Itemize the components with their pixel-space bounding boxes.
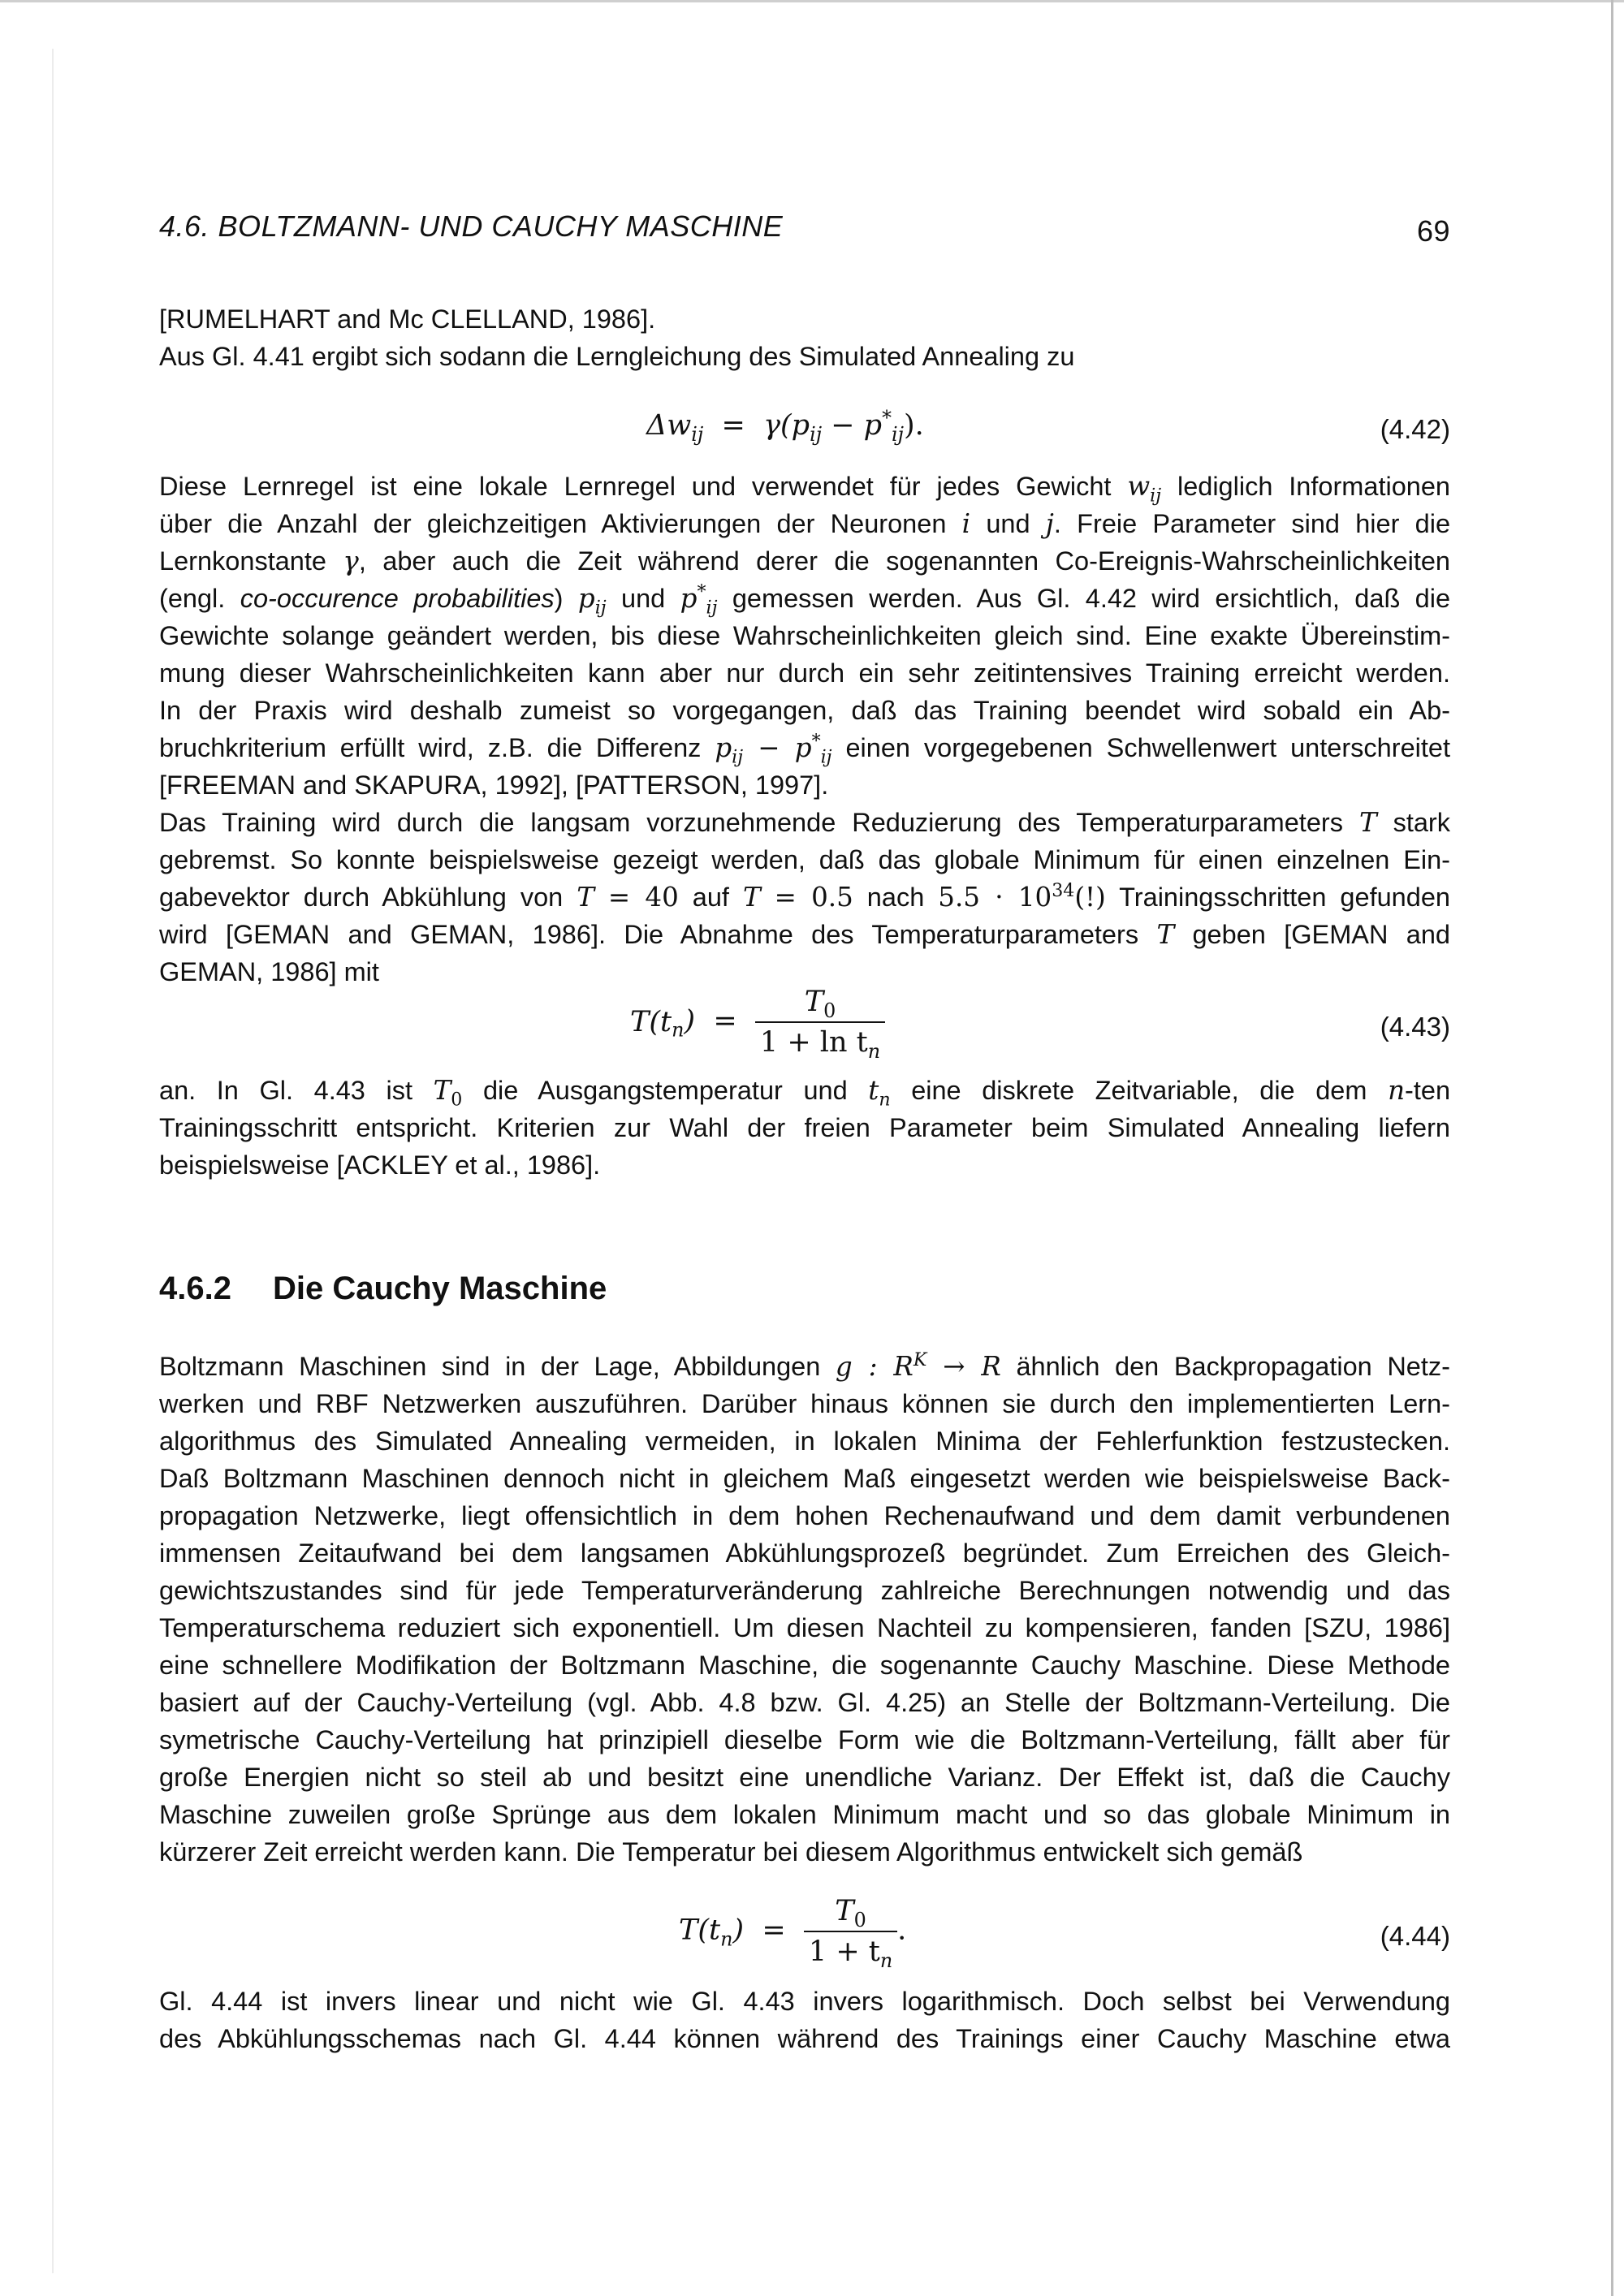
equation-4-44 xyxy=(159,1892,1450,1981)
eq-term: − p xyxy=(822,409,883,442)
text-line: [FREEMAN and SKAPURA, 1992], [PATTERSON, 1997]. xyxy=(159,770,829,800)
text-line: Gl. 4.44 ist invers linear und nicht wie Gl. 4.43 invers logarithmisch. Doch selbst bei Verwendung xyxy=(159,1987,1450,2016)
eq-superscript: * xyxy=(882,406,892,429)
page-number: 69 xyxy=(1416,214,1450,248)
text-line: Boltzmann Maschinen sind in der Lage, Abbildungen g : $R^K \to R$ ähnlich den Backpropagation Netz- xyxy=(159,1349,1450,1382)
text-line: Daß Boltzmann Maschinen dennoch nicht in gleichem Maß eingesetzt werden wie beispielsweise Back- xyxy=(159,1464,1450,1493)
eq-subscript: ij xyxy=(691,423,704,446)
eq-term: T(t xyxy=(630,1006,672,1038)
eq-subscript: n xyxy=(720,1927,733,1951)
text-line: an. In Gl. 4.43 ist $T_0$ die Ausgangstemperatur und $t_n$ eine diskrete Zeitvariable, die dem n-ten xyxy=(159,1075,1451,1111)
eq-subscript: ij xyxy=(810,423,823,446)
equation-4-42 xyxy=(159,403,1450,468)
section-title: Die Cauchy Maschine xyxy=(273,1271,607,1306)
text-line: Diese Lernregel ist eine lokale Lernregel und verwendet für jedes Gewicht $w_{ij}$ lediglich Informationen xyxy=(159,471,1450,507)
eq-equals: = xyxy=(713,1004,737,1038)
paragraph-2 xyxy=(159,468,1450,804)
text-line: Maschine zuweilen große Sprünge aus dem lokalen Minimum macht und so das globale Minimum in xyxy=(159,1800,1450,1829)
equation-number: (4.42) xyxy=(1380,414,1450,444)
text-line: werken und RBF Netzwerken auszuführen. Darüber hinaus können sie durch den implementierten Lern- xyxy=(159,1389,1450,1418)
text-line: wird [GEMAN and GEMAN, 1986]. Die Abnahme des Temperaturparameters T geben [GEMAN and xyxy=(159,919,1450,950)
eq-term: ) xyxy=(732,1914,745,1947)
text-line: große Energien nicht so steil ab und besitzt eine unendliche Varianz. Der Effekt ist, daß die Cauchy xyxy=(159,1763,1450,1792)
text-line: GEMAN, 1986] mit xyxy=(159,957,379,986)
text-line: eine schnellere Modifikation der Boltzmann Maschine, die sogenannte Cauchy Maschine. Diese Methode xyxy=(159,1651,1450,1680)
equation-number: (4.43) xyxy=(1380,1012,1450,1042)
text-line: bruchkriterium erfüllt wird, z.B. die Differenz $p_{ij} - p^*_{ij}$ einen vorgegebenen Schwellenwert unterschreitet xyxy=(159,731,1450,768)
scan-edge-left xyxy=(52,49,54,2273)
eq-equals: = xyxy=(762,1914,786,1947)
eq-subscript: ij xyxy=(891,423,904,446)
eq-term: . xyxy=(897,1914,907,1947)
text-line: Trainingsschritt entspricht. Kriterien zur Wahl der freien Parameter beim Simulated Annealing liefern xyxy=(159,1113,1450,1142)
eq-term: T(t xyxy=(679,1914,721,1947)
text-line: propagation Netzwerke, liegt offensichtlich in dem hohen Rechenaufwand und dem damit verbundenen xyxy=(159,1501,1450,1530)
eq-term: γ(p xyxy=(763,409,810,442)
text-line: kürzerer Zeit erreicht werden kann. Die Temperatur bei diesem Algorithmus entwickelt sich gemäß xyxy=(159,1837,1303,1867)
paragraph-4 xyxy=(159,1072,1450,1184)
text-line: gabevektor durch Abkühlung von T = 40 auf T = 0.5 nach $5.5 \cdot 10^{34}(!)$ Trainingsschritten gefunden xyxy=(159,880,1450,913)
running-title: 4.6. BOLTZMANN- UND CAUCHY MASCHINE xyxy=(159,209,784,243)
text-line: Das Training wird durch die langsam vorzunehmende Reduzierung des Temperaturparameters T stark xyxy=(159,807,1451,838)
eq-equals: = xyxy=(721,409,745,442)
text-line: über die Anzahl der gleichzeitigen Aktivierungen der Neuronen i und j. Freie Parameter sind hier die xyxy=(159,508,1451,539)
paragraph-1 xyxy=(159,300,1450,375)
text-line: des Abkühlungsschemas nach Gl. 4.44 können während des Trainings einer Cauchy Maschine etwa xyxy=(159,2024,1450,2053)
text-line: Lernkonstante γ, aber auch die Zeit während derer die sogenannten Co-Ereignis-Wahrscheinlichkeiten xyxy=(159,546,1451,576)
text-line: basiert auf der Cauchy-Verteilung (vgl. Abb. 4.8 bzw. Gl. 4.25) an Stelle der Boltzmann-Verteilung. Die xyxy=(159,1688,1450,1717)
scan-edge-right xyxy=(1611,0,1613,2296)
fraction: $\frac{T_0}{1 + t_n}$ xyxy=(804,1892,897,1971)
text-line: mung dieser Wahrscheinlichkeiten kann aber nur durch ein sehr zeitintensives Training erreicht werden. xyxy=(159,658,1450,688)
text-line: Gewichte solange geändert werden, bis diese Wahrscheinlichkeiten gleich sind. Eine exakte Übereinstim- xyxy=(159,621,1450,650)
text-line: gewichtszustandes sind für jede Temperaturveränderung zahlreiche Berechnungen notwendig und das xyxy=(159,1576,1450,1605)
text-line: symetrische Cauchy-Verteilung hat prinzipiell dieselbe Form wie die Boltzmann-Verteilung, fällt aber für xyxy=(159,1725,1450,1754)
text-line: gebremst. So konnte beispielsweise gezeigt werden, daß das globale Minimum für einen einzelnen Ein- xyxy=(159,845,1450,874)
eq-term: ) xyxy=(684,1004,696,1038)
eq-term: Δw xyxy=(646,409,692,442)
text-line: Temperaturschema reduziert sich exponentiell. Um diesen Nachteil zu kompensieren, fanden [SZU, 1986] xyxy=(159,1613,1450,1642)
scan-edge-top xyxy=(0,0,1624,2)
eq-subscript: n xyxy=(672,1018,685,1042)
text-line: (engl. co-occurence probabilities) $p_{ij}$ und $p^*_{ij}$ gemessen werden. Aus Gl. 4.42 wird ersichtlich, daß die xyxy=(159,581,1451,619)
equation-number: (4.44) xyxy=(1380,1921,1450,1951)
eq-term: ). xyxy=(903,409,924,442)
fraction: $\frac{T_0}{1 + \ln t_n}$ xyxy=(755,982,885,1062)
equation-4-43 xyxy=(159,982,1450,1072)
text-line: algorithmus des Simulated Annealing vermeiden, in lokalen Minima der Fehlerfunktion festzustecken. xyxy=(159,1426,1450,1456)
paragraph-3 xyxy=(159,804,1450,990)
text-line: beispielsweise [ACKLEY et al., 1986]. xyxy=(159,1150,601,1180)
text-line: immensen Zeitaufwand bei dem langsamen Abkühlungsprozeß begründet. Zum Erreichen des Gleich- xyxy=(159,1539,1450,1568)
paragraph-6 xyxy=(159,1983,1450,2057)
text-line: [RUMELHART and Mc CLELLAND, 1986]. xyxy=(159,304,656,334)
section-heading xyxy=(159,1271,607,1307)
text-line: Aus Gl. 4.41 ergibt sich sodann die Lerngleichung des Simulated Annealing zu xyxy=(159,342,1075,371)
section-number: 4.6.2 xyxy=(159,1271,231,1306)
running-head xyxy=(159,209,1450,248)
text-line: In der Praxis wird deshalb zumeist so vorgegangen, daß das Training beendet wird sobald ein Ab- xyxy=(159,696,1450,725)
paragraph-5 xyxy=(159,1348,1450,1871)
